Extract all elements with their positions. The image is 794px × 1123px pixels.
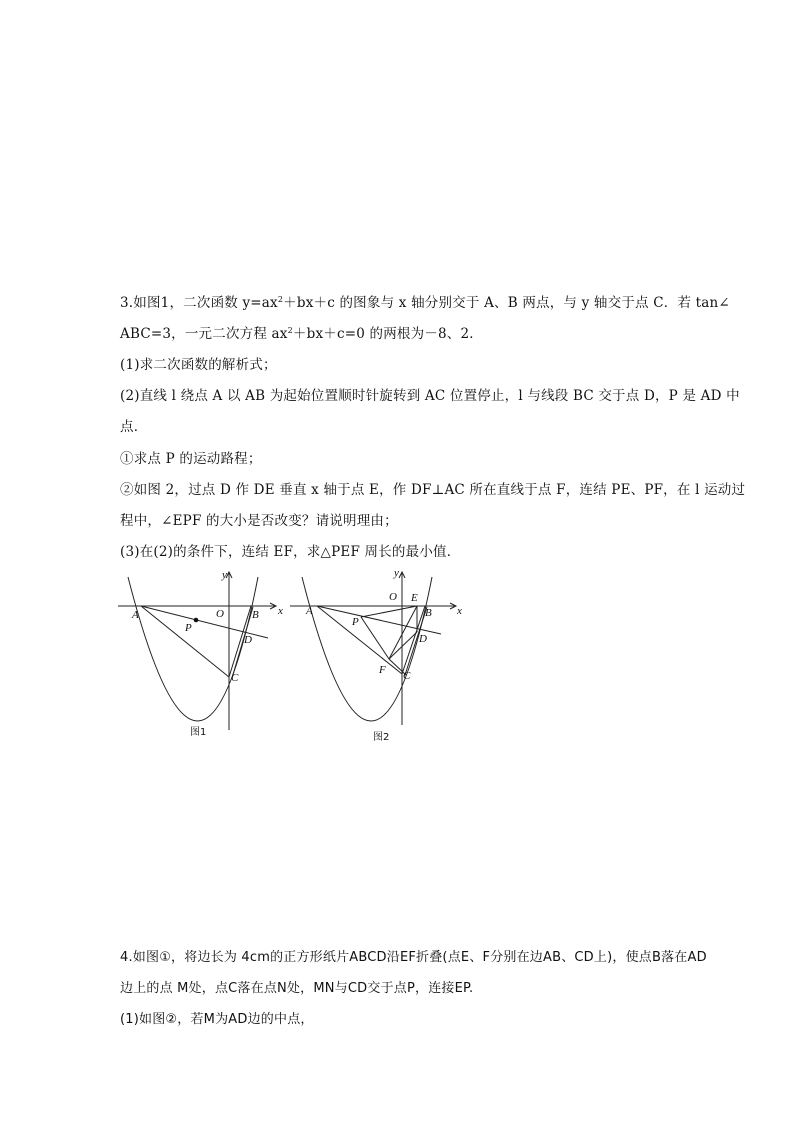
fig2-label-P: P — [352, 616, 359, 628]
p4-question-1: (1)如图②，若M为AD边的中点， — [120, 1012, 314, 1027]
fig2-caption: 图2 — [373, 732, 390, 743]
p3-line-2b: ＋bx＋c=0 的两根为－8、2． — [292, 326, 483, 342]
fig1-label-O: O — [216, 608, 224, 620]
p3-question-2-2-cont: 程中，∠EPF 的大小是否改变？请说明理由； — [120, 513, 398, 529]
fig1-label-D: D — [244, 634, 252, 646]
fig1-label-y: y — [222, 569, 227, 581]
p3-question-2-2: ②如图 2，过点 D 作 DE 垂直 x 轴于点 E，作 DF⊥AC 所在直线于点 F，连结 PE、PF，在 l 运动过 — [120, 482, 746, 498]
p3-line-1a: 3.如图1，二次函数 y=ax — [120, 295, 278, 311]
fig1-label-A: A — [132, 609, 139, 621]
p3-question-2-cont: 点． — [120, 419, 148, 435]
fig2-label-A: A — [306, 605, 313, 617]
fig1-label-x: x — [278, 605, 283, 617]
p3-line-1b: ＋bx＋c 的图象与 x 轴分别交于 A、B 两点，与 y 轴交于点 C．若 tan∠ — [283, 295, 730, 311]
fig1-label-C: C — [231, 672, 239, 684]
fig2-line-PE — [361, 606, 417, 617]
p3-question-2: (2)直线 l 绕点 A 以 AB 为起始位置顺时针旋转到 AC 位置停止，l 与线段 BC 交于点 D，P 是 AD 中 — [120, 388, 740, 404]
fig2-label-B: B — [425, 607, 432, 619]
fig2-label-E: E — [411, 592, 418, 604]
fig1-caption: 图1 — [190, 727, 207, 738]
exponent: 2 — [287, 326, 293, 335]
fig2-label-O: O — [389, 591, 397, 603]
p4-line-1: 4.如图①，将边长为 4cm的正方形纸片ABCD沿EF折叠(点E、F分别在边AB、CD上)，使点B落在AD — [120, 950, 707, 965]
fig1-parabola — [128, 577, 258, 721]
fig2-label-C: C — [403, 670, 411, 682]
exponent: 2 — [277, 295, 284, 304]
fig2-label-F: F — [379, 664, 386, 676]
fig1-point-P — [194, 618, 199, 623]
p3-question-3: (3)在(2)的条件下，连结 EF，求△PEF 周长的最小值． — [120, 544, 461, 560]
fig2-line-AC — [317, 606, 402, 674]
fig1-label-B: B — [252, 609, 259, 621]
fig1-label-P: P — [185, 622, 192, 634]
p3-line-2a: ABC=3，一元二次方程 ax — [120, 326, 288, 342]
fig2-label-x: x — [457, 605, 462, 617]
fig2-label-D: D — [419, 633, 427, 645]
p3-question-1: (1)求二次函数的解析式； — [120, 357, 277, 373]
p3-question-2-1: ①求点 P 的运动路程； — [120, 451, 262, 467]
fig2-label-y: y — [394, 567, 399, 579]
p4-line-2: 边上的点 M处，点C落在点N处，MN与CD交于点P，连接EP. — [120, 981, 474, 996]
